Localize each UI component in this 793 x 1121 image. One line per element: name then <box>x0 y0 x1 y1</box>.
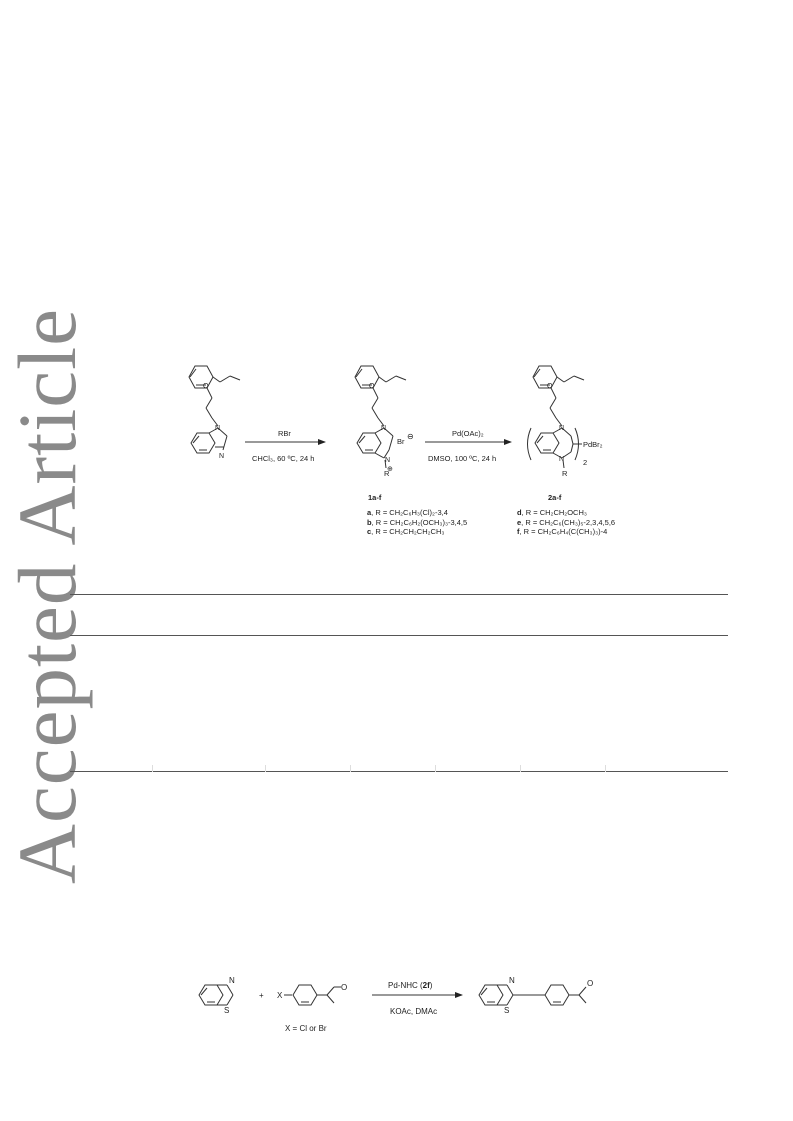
r-group-label-complex: R <box>562 469 568 478</box>
reagent-pd-acetate: Pd(OAc)₂ <box>452 429 484 438</box>
svg-text:O: O <box>341 983 348 992</box>
table-bottom-rule <box>70 771 728 772</box>
svg-text:N: N <box>381 425 387 432</box>
svg-text:S: S <box>224 1006 230 1015</box>
table-column-tick <box>435 765 436 772</box>
compound-label-1a-f: 1a-f <box>368 493 382 502</box>
svg-text:O: O <box>369 383 375 390</box>
table-column-tick <box>350 765 351 772</box>
legend-entry-f: f, R = CH₂C₆H₄(C(CH₃)₃)-4 <box>517 527 608 537</box>
bromide-anion: Br <box>397 437 405 446</box>
conditions-step-1: CHCl₃, 60 ºC, 24 h <box>252 454 315 463</box>
svg-text:N: N <box>215 425 221 432</box>
scheme-2 <box>0 960 793 1060</box>
svg-text:⊕: ⊕ <box>387 466 393 473</box>
pd-bromide-group: PdBr₂ <box>583 440 603 449</box>
svg-text:N: N <box>385 457 391 464</box>
table-header-rule <box>70 635 728 636</box>
conditions-coupling: KOAc, DMAc <box>390 1007 438 1016</box>
svg-text:O: O <box>203 383 209 390</box>
legend-entry-a: a, R = CH₂C₆H₃(Cl)₂-3,4 <box>367 508 448 517</box>
accepted-article-watermark: Accepted Article <box>1 308 93 884</box>
imidazolium-salt-structure <box>355 366 406 468</box>
legend-entry-d: d, R = CH₂CH₂OCH₃ <box>517 508 587 517</box>
table-column-tick <box>605 765 606 772</box>
halide-x-label: X <box>277 991 283 1000</box>
table-column-tick <box>520 765 521 772</box>
svg-text:N: N <box>509 976 515 985</box>
catalyst-label: Pd-NHC (2f) <box>388 981 433 990</box>
svg-text:⊖: ⊖ <box>407 432 414 441</box>
aryl-halide-structure <box>284 985 341 1005</box>
reagent-rbr: RBr <box>278 429 291 438</box>
legend-entry-e: e, R = CH₂C₆(CH₃)₅-2,3,4,5,6 <box>517 517 616 527</box>
product-structure <box>479 985 586 1005</box>
svg-text:O: O <box>587 979 594 988</box>
legend-entry-c: c, R = CH₂CH₂CH₂CH₃ <box>367 527 445 537</box>
r-group-label-salt: R <box>384 469 390 478</box>
svg-text:N: N <box>559 456 565 463</box>
svg-text:N: N <box>219 453 225 460</box>
compound-label-2a-f: 2a-f <box>548 493 562 502</box>
substituent-legend-right <box>517 508 615 537</box>
legend-entry-b: b, R = CH₂C₆H₂(OCH₃)₃-3,4,5 <box>367 517 468 527</box>
substituent-legend-left <box>367 508 467 537</box>
table-column-tick <box>265 765 266 772</box>
table-top-rule <box>70 594 728 595</box>
pd-nhc-complex-structure <box>528 366 588 468</box>
svg-text:S: S <box>504 1006 510 1015</box>
halide-note: X = Cl or Br <box>285 1024 327 1033</box>
dimer-subscript: 2 <box>583 458 588 467</box>
conditions-step-2: DMSO, 100 ºC, 24 h <box>428 454 497 463</box>
svg-text:N: N <box>559 425 565 432</box>
scheme-1 <box>0 0 793 560</box>
svg-text:O: O <box>547 383 553 390</box>
benzothiazole-structure <box>199 985 233 1005</box>
svg-text:N: N <box>229 976 235 985</box>
benzimidazole-precursor-structure <box>189 366 240 453</box>
plus-sign: + <box>259 991 264 1000</box>
table-column-tick <box>152 765 153 772</box>
